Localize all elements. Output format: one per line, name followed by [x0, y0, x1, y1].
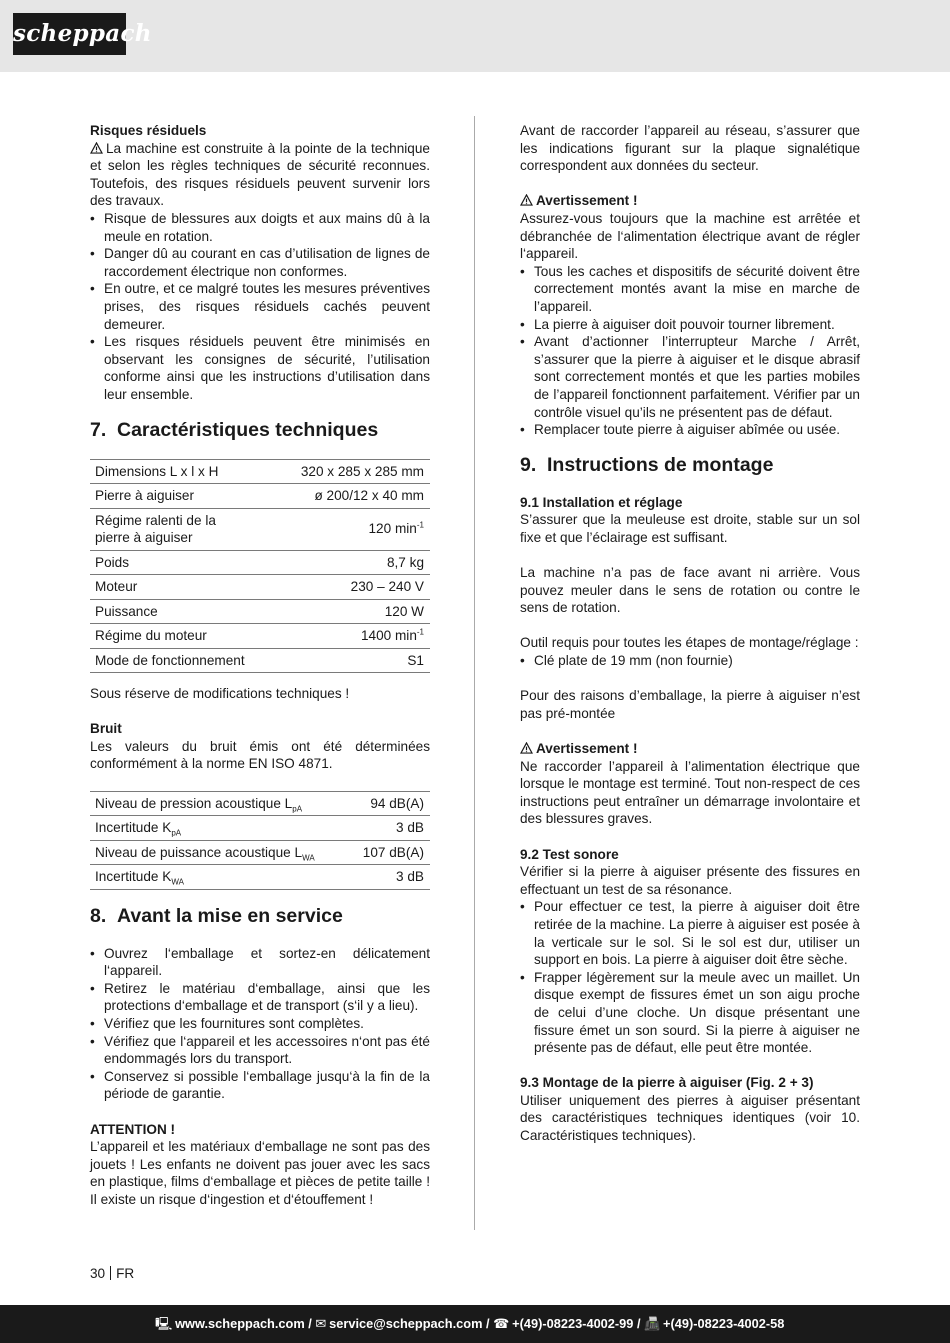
warning-1-list	[520, 263, 860, 439]
specs-note: Sous réserve de modifications techniques !	[90, 686, 350, 701]
spec-value: 320 x 285 x 285 mm	[260, 459, 430, 484]
attention-title: ATTENTION !	[90, 1121, 176, 1137]
table-row	[90, 599, 430, 624]
warning-icon	[90, 142, 103, 154]
spec-label: Moteur	[90, 575, 260, 600]
spec-value-sup: -1	[416, 520, 424, 530]
list-item: • Risque de blessures aux doigts et aux mains dû à la meule en rotation.	[90, 210, 430, 245]
phone-icon: ☎	[493, 1316, 510, 1331]
noise-label	[90, 791, 349, 816]
noise-table	[90, 791, 430, 890]
attention-text: L’appareil et les matériaux d‘emballage ne sont pas des jouets ! Les enfants ne doivent pas jouer avec les sacs en plastique, films d‘emballage et pièces de petite taille ! Il existe un risque d‘ingestion et d‘étouffement !	[90, 1139, 430, 1207]
table-row	[90, 648, 430, 673]
subsection-9-2-title: 9.2 Test sonore	[520, 846, 619, 862]
table-row	[90, 791, 430, 816]
table-row	[90, 550, 430, 575]
spec-label: Dimensions L x l x H	[90, 459, 260, 484]
page-number-separator	[110, 1266, 111, 1280]
spec-label: Régime ralenti de la pierre à aiguiser	[90, 508, 260, 550]
spec-label: Régime du moteur	[90, 624, 260, 649]
noise-text: Les valeurs du bruit émis ont été déterminées conformément à la norme EN ISO 4871.	[90, 738, 430, 772]
noise-label-text: Niveau de puissance acoustique L	[95, 844, 303, 860]
spec-value-text: 120 min	[368, 521, 417, 537]
spec-value-sup: -1	[416, 627, 424, 637]
page-number-value: 30	[90, 1266, 106, 1281]
spec-label: Mode de fonctionnement	[90, 648, 260, 673]
section-7-heading	[90, 418, 430, 442]
list-item: • La pierre à aiguiser doit pouvoir tourner librement.	[520, 316, 860, 334]
paragraph: Outil requis pour toutes les étapes de montage/réglage :	[520, 635, 859, 651]
right-column	[520, 122, 860, 1145]
noise-title: Bruit	[90, 721, 122, 737]
subsection-9-1-title: 9.1 Installation et réglage	[520, 494, 683, 510]
list-item: • Remplacer toute pierre à aiguiser abîmée ou usée.	[520, 421, 860, 439]
spec-value: 120 W	[260, 599, 430, 624]
section-number: 7.	[90, 418, 107, 441]
list-item: • Frapper légèrement sur la meule avec un maillet. Un disque exempt de fissures émet un son aigu proche de celui d’une cloche. Un disque présentant une fissure émet un son sourd. Si la pierre à aiguiser ne présente pas de défaut, elle peut être montée.	[520, 969, 860, 1057]
section-title: Caractéristiques techniques	[117, 418, 379, 441]
noise-label-text: Incertitude K	[95, 820, 172, 836]
paragraph: Pour des raisons d’emballage, la pierre à aiguiser n’est pas pré-montée	[520, 688, 860, 721]
prep-list	[90, 945, 430, 1103]
noise-value: 3 dB	[349, 816, 430, 841]
residual-risks-list	[90, 210, 430, 404]
table-row	[90, 508, 430, 550]
technical-specs-table	[90, 459, 430, 674]
list-item: • Retirez le matériau d‘emballage, ainsi que les protections d‘emballage et de transport (s‘il y a lieu).	[90, 980, 430, 1015]
mail-icon: ✉	[315, 1316, 327, 1331]
warning-2-title	[520, 740, 860, 758]
section-9-heading	[520, 453, 860, 477]
section-number: 9.	[520, 453, 537, 476]
section-number: 8.	[90, 904, 107, 927]
warning-1-title-text: Avertissement !	[536, 193, 638, 209]
noise-label-text: Incertitude K	[95, 869, 172, 885]
fax-icon: 📠	[644, 1316, 661, 1331]
footer-phone: +(49)-08223-4002-99 /	[512, 1316, 641, 1331]
sound-test-list	[520, 898, 860, 1056]
page-header	[0, 0, 950, 72]
list-item: • En outre, et ce malgré toutes les mesures préventives prises, des risques résiduels cachés peuvent demeurer.	[90, 280, 430, 333]
noise-label	[90, 840, 349, 865]
residual-risks-intro-text: La machine est construite à la pointe de la technique et selon les règles techniques de sécurité reconnues. Toutefois, des risques résiduels peuvent survenir lors des travaux.	[90, 140, 430, 209]
list-item: • Vérifiez que les fournitures sont complètes.	[90, 1015, 430, 1033]
footer-web[interactable]: www.scheppach.com /	[175, 1316, 312, 1331]
list-item: • Les risques résiduels peuvent être minimisés en observant les consignes de sécurité, l’utilisation conforme ainsi que les instructions d’utilisation dans leur ensemble.	[90, 333, 430, 403]
paragraph: La machine n’a pas de face avant ni arrière. Vous pouvez meuler dans le sens de rotation ou contre le sens de rotation.	[520, 565, 860, 616]
table-row	[90, 624, 430, 649]
list-item: • Vérifiez que l‘appareil et les accessoires n‘ont pas été endommagés lors du transport.	[90, 1033, 430, 1068]
spec-value: S1	[260, 648, 430, 673]
noise-label	[90, 816, 349, 841]
noise-label-sub: WA	[302, 853, 315, 863]
spec-value: 230 – 240 V	[260, 575, 430, 600]
warning-2-text: Ne raccorder l’appareil à l’alimentation électrique que lorsque le montage est terminé. Tout non-respect de ces instructions peut entraîner un démarrage involontaire et des blessures graves.	[520, 758, 860, 827]
noise-label-sub: pA	[292, 804, 303, 814]
list-item: • Ouvrez l‘emballage et sortez-en délicatement l‘appareil.	[90, 945, 430, 980]
paragraph: Vérifier si la pierre à aiguiser présente des fissures en effectuant un test de sa résonance.	[520, 864, 860, 897]
noise-value: 94 dB(A)	[349, 791, 430, 816]
table-row	[90, 840, 430, 865]
paragraph: Utiliser uniquement des pierres à aiguiser présentant des caractéristiques techniques identiques (voir 10. Caractéristiques techniques).	[520, 1092, 860, 1144]
list-item: • Avant d’actionner l’interrupteur Marche / Arrêt, s’assurer que la pierre à aiguiser et le disque abrasif sont correctement montés et que les parties mobiles de l’appareil fonctionnent parfaitement. Vérifier par un contrôle visuel qu’ils ne présentent pas de défaut.	[520, 333, 860, 421]
list-item: • Danger dû au courant en cas d’utilisation de lignes de raccordement électrique non conformes.	[90, 245, 430, 280]
list-item: • Clé plate de 19 mm (non fournie)	[520, 652, 860, 670]
section-8-heading	[90, 904, 430, 928]
subsection-9-3-title: 9.3 Montage de la pierre à aiguiser (Fig. 2 + 3)	[520, 1075, 814, 1091]
page-number	[90, 1265, 134, 1282]
table-row	[90, 865, 430, 890]
warning-1-text: Assurez-vous toujours que la machine est arrêtée et débranchée de l‘alimentation électrique avant de régler l‘appareil.	[520, 210, 860, 262]
spec-value	[260, 508, 430, 550]
list-item: • Pour effectuer ce test, la pierre à aiguiser doit être retirée de la machine. La pierre à aiguiser est posée à la verticale sur le sol. Si le sol est dur, utiliser un support en bois. La pierre à aiguiser doit être sèche.	[520, 898, 860, 968]
table-row	[90, 484, 430, 509]
brand-logo: scheppach	[13, 13, 126, 55]
noise-value: 3 dB	[349, 865, 430, 890]
warning-icon	[520, 194, 533, 206]
section-title: Avant la mise en service	[117, 904, 343, 927]
noise-label-sub: pA	[171, 828, 182, 838]
table-row	[90, 816, 430, 841]
footer-fax: +(49)-08223-4002-58	[663, 1316, 785, 1331]
spec-label: Pierre à aiguiser	[90, 484, 260, 509]
spec-value	[260, 624, 430, 649]
section-title: Instructions de montage	[547, 453, 774, 476]
warning-icon	[520, 742, 533, 754]
page-language: FR	[116, 1266, 135, 1281]
noise-label	[90, 865, 349, 890]
intro-text: Avant de raccorder l’appareil au réseau, s’assurer que les indications figurant sur la plaque signalétique correspondent aux données du secteur.	[520, 123, 860, 174]
spec-value: 8,7 kg	[260, 550, 430, 575]
spec-value-text: 1400 min	[360, 628, 417, 643]
table-row	[90, 575, 430, 600]
noise-label-text: Niveau de pression acoustique L	[95, 795, 293, 811]
noise-value: 107 dB(A)	[349, 840, 430, 865]
spec-label: Poids	[90, 550, 260, 575]
paragraph: S’assurer que la meuleuse est droite, stable sur un sol fixe et que l’éclairage est suffisant.	[520, 512, 860, 545]
computer-icon: 🖳	[155, 1316, 173, 1331]
page-footer	[0, 1305, 950, 1343]
residual-risks-intro	[90, 140, 430, 210]
spec-value: ø 200/12 x 40 mm	[260, 484, 430, 509]
list-item: • Conservez si possible l‘emballage jusqu‘à la fin de la période de garantie.	[90, 1068, 430, 1103]
footer-email[interactable]: service@scheppach.com /	[329, 1316, 490, 1331]
warning-1-title	[520, 192, 860, 210]
list-item: • Tous les caches et dispositifs de sécurité doivent être correctement montés avant la mise en marche de l’appareil.	[520, 263, 860, 316]
column-divider	[474, 116, 475, 1230]
table-row	[90, 459, 430, 484]
left-column	[90, 122, 430, 1208]
residual-risks-title: Risques résiduels	[90, 123, 207, 138]
noise-label-sub: WA	[171, 877, 184, 887]
spec-label: Puissance	[90, 599, 260, 624]
tools-list	[520, 652, 860, 670]
warning-2-title-text: Avertissement !	[536, 741, 638, 756]
